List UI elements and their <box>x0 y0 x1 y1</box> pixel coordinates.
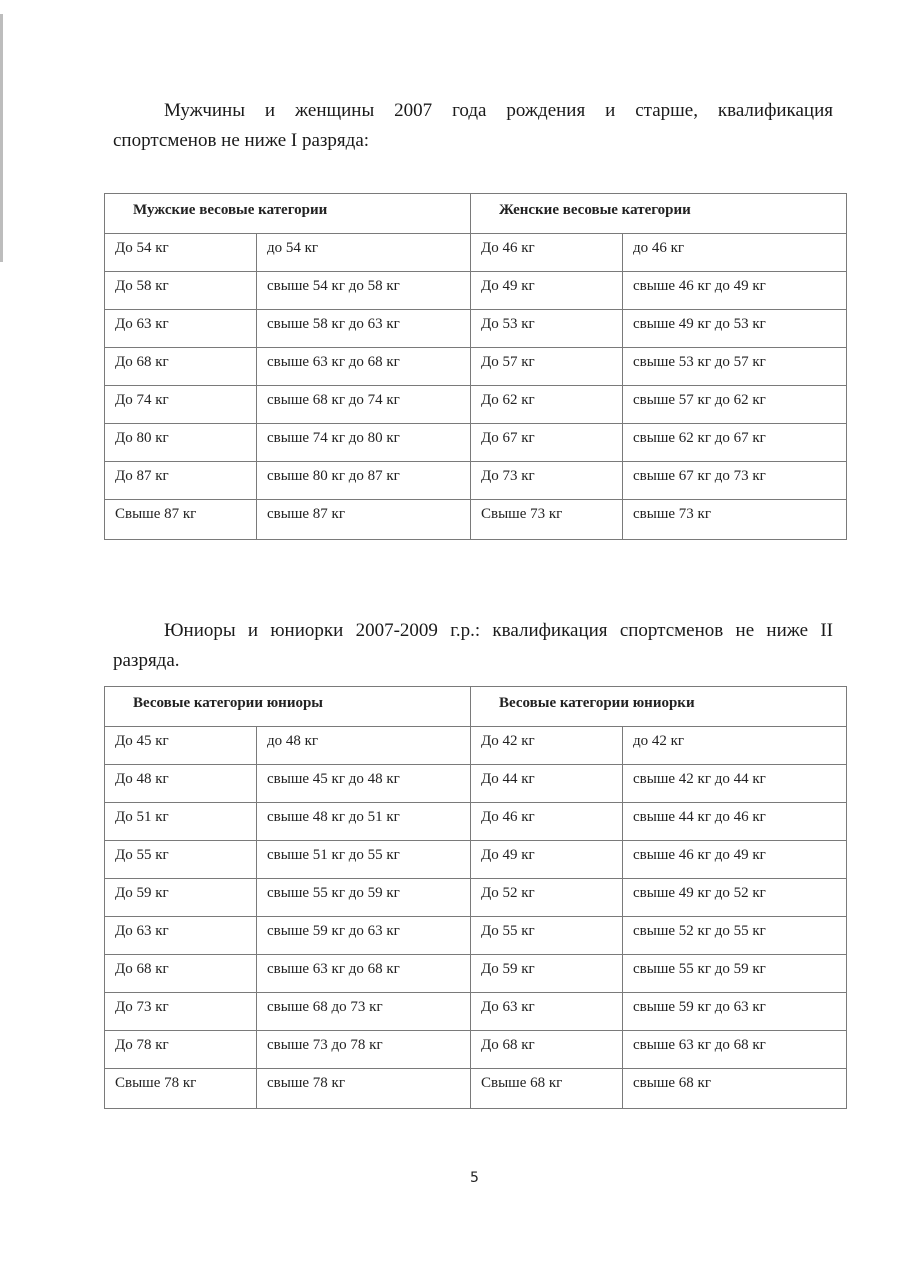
range-cell: свыше 52 кг до 55 кг <box>623 917 847 955</box>
table-row <box>105 462 847 500</box>
category-cell: До 58 кг <box>105 272 257 310</box>
table-row <box>105 727 847 765</box>
range-cell: свыше 49 кг до 52 кг <box>623 879 847 917</box>
section1-intro <box>113 96 833 156</box>
category-cell: До 73 кг <box>105 993 257 1031</box>
category-cell: До 68 кг <box>105 955 257 993</box>
table-header-row <box>105 687 847 727</box>
category-cell: До 51 кг <box>105 803 257 841</box>
range-cell: свыше 59 кг до 63 кг <box>623 993 847 1031</box>
table-row <box>105 386 847 424</box>
category-cell: До 68 кг <box>471 1031 623 1069</box>
range-cell: свыше 55 кг до 59 кг <box>257 879 471 917</box>
table-row <box>105 879 847 917</box>
category-cell: До 49 кг <box>471 272 623 310</box>
category-cell: До 63 кг <box>105 310 257 348</box>
range-cell: свыше 78 кг <box>257 1069 471 1109</box>
category-cell: До 63 кг <box>471 993 623 1031</box>
range-cell: свыше 58 кг до 63 кг <box>257 310 471 348</box>
scan-edge-mark <box>0 14 3 262</box>
junior-table-body <box>105 727 847 1109</box>
section1-intro-line1: Мужчины и женщины 2007 года рождения и старше, квалификация <box>164 100 833 121</box>
table-row <box>105 993 847 1031</box>
range-cell: свыше 80 кг до 87 кг <box>257 462 471 500</box>
category-cell: До 46 кг <box>471 234 623 272</box>
category-cell: До 74 кг <box>105 386 257 424</box>
range-cell: свыше 68 кг <box>623 1069 847 1109</box>
category-cell: До 62 кг <box>471 386 623 424</box>
section2-intro-line2: разряда. <box>113 650 180 671</box>
table-row <box>105 803 847 841</box>
range-cell: свыше 53 кг до 57 кг <box>623 348 847 386</box>
category-cell: До 46 кг <box>471 803 623 841</box>
table-row <box>105 424 847 462</box>
women-categories-header: Женские весовые категории <box>471 194 847 234</box>
category-cell: До 67 кг <box>471 424 623 462</box>
page-number: 5 <box>470 1170 479 1186</box>
junior-weight-categories-table <box>104 686 847 1109</box>
table-row <box>105 1031 847 1069</box>
category-cell: До 68 кг <box>105 348 257 386</box>
adult-weight-categories-table <box>104 193 847 540</box>
category-cell: До 55 кг <box>471 917 623 955</box>
category-cell: До 52 кг <box>471 879 623 917</box>
range-cell: свыше 45 кг до 48 кг <box>257 765 471 803</box>
category-cell: До 78 кг <box>105 1031 257 1069</box>
category-cell: До 45 кг <box>105 727 257 765</box>
range-cell: свыше 59 кг до 63 кг <box>257 917 471 955</box>
range-cell: до 42 кг <box>623 727 847 765</box>
range-cell: свыше 62 кг до 67 кг <box>623 424 847 462</box>
range-cell: свыше 73 до 78 кг <box>257 1031 471 1069</box>
category-cell: Свыше 68 кг <box>471 1069 623 1109</box>
category-cell: До 57 кг <box>471 348 623 386</box>
category-cell: До 48 кг <box>105 765 257 803</box>
range-cell: свыше 73 кг <box>623 500 847 540</box>
range-cell: до 48 кг <box>257 727 471 765</box>
table-row <box>105 917 847 955</box>
table-row <box>105 310 847 348</box>
category-cell: До 55 кг <box>105 841 257 879</box>
adult-table-body <box>105 234 847 540</box>
table-row <box>105 955 847 993</box>
section1-intro-line2: спортсменов не ниже I разряда: <box>113 130 370 151</box>
table-row <box>105 348 847 386</box>
table-row <box>105 1069 847 1109</box>
category-cell: До 59 кг <box>105 879 257 917</box>
range-cell: свыше 46 кг до 49 кг <box>623 841 847 879</box>
table-row <box>105 272 847 310</box>
category-cell: До 44 кг <box>471 765 623 803</box>
range-cell: свыше 57 кг до 62 кг <box>623 386 847 424</box>
table-row <box>105 841 847 879</box>
range-cell: до 46 кг <box>623 234 847 272</box>
range-cell: свыше 42 кг до 44 кг <box>623 765 847 803</box>
range-cell: свыше 68 кг до 74 кг <box>257 386 471 424</box>
category-cell: Свыше 73 кг <box>471 500 623 540</box>
table-row <box>105 765 847 803</box>
section2-intro <box>113 616 833 676</box>
section2-intro-line1: Юниоры и юниорки 2007-2009 г.р.: квалификация спортсменов не ниже II <box>164 620 833 641</box>
range-cell: свыше 55 кг до 59 кг <box>623 955 847 993</box>
junior-men-categories-header: Весовые категории юниоры <box>105 687 471 727</box>
table-header-row <box>105 194 847 234</box>
range-cell: свыше 63 кг до 68 кг <box>623 1031 847 1069</box>
range-cell: свыше 44 кг до 46 кг <box>623 803 847 841</box>
range-cell: до 54 кг <box>257 234 471 272</box>
category-cell: До 63 кг <box>105 917 257 955</box>
table-row <box>105 234 847 272</box>
range-cell: свыше 74 кг до 80 кг <box>257 424 471 462</box>
range-cell: свыше 48 кг до 51 кг <box>257 803 471 841</box>
junior-women-categories-header: Весовые категории юниорки <box>471 687 847 727</box>
category-cell: До 59 кг <box>471 955 623 993</box>
range-cell: свыше 54 кг до 58 кг <box>257 272 471 310</box>
category-cell: До 87 кг <box>105 462 257 500</box>
range-cell: свыше 51 кг до 55 кг <box>257 841 471 879</box>
category-cell: До 53 кг <box>471 310 623 348</box>
category-cell: До 54 кг <box>105 234 257 272</box>
range-cell: свыше 87 кг <box>257 500 471 540</box>
category-cell: Свыше 78 кг <box>105 1069 257 1109</box>
category-cell: До 73 кг <box>471 462 623 500</box>
range-cell: свыше 63 кг до 68 кг <box>257 955 471 993</box>
range-cell: свыше 46 кг до 49 кг <box>623 272 847 310</box>
category-cell: До 80 кг <box>105 424 257 462</box>
table-row <box>105 500 847 540</box>
range-cell: свыше 49 кг до 53 кг <box>623 310 847 348</box>
category-cell: Свыше 87 кг <box>105 500 257 540</box>
range-cell: свыше 67 кг до 73 кг <box>623 462 847 500</box>
range-cell: свыше 68 до 73 кг <box>257 993 471 1031</box>
category-cell: До 49 кг <box>471 841 623 879</box>
men-categories-header: Мужские весовые категории <box>105 194 471 234</box>
range-cell: свыше 63 кг до 68 кг <box>257 348 471 386</box>
category-cell: До 42 кг <box>471 727 623 765</box>
